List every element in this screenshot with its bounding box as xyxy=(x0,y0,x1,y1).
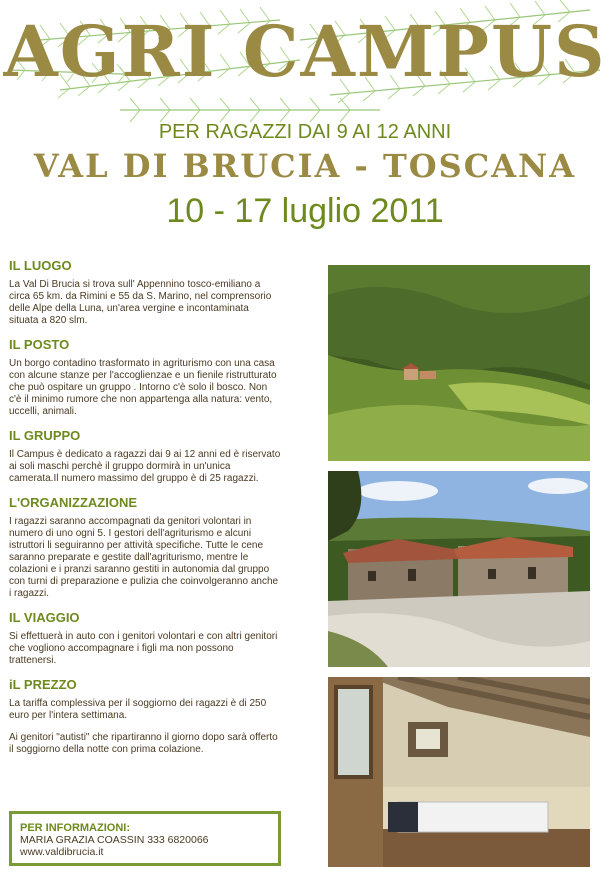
section-text: La Val Di Brucia si trova sull' Appennino tosco-emiliano a circa 65 km. da Rimini e 55 da S. Marino, nel comprensorio delle Alpe della Luna, un'area vergine e incontaminata situata a 820 slm. xyxy=(9,279,272,326)
section-title: iL PREZZO xyxy=(9,677,77,692)
section-gruppo xyxy=(9,428,281,485)
info-title: PER INFORMAZIONI: xyxy=(20,822,130,834)
section-organizzazione xyxy=(9,495,281,600)
dates: 10 - 17 luglio 2011 xyxy=(166,192,444,230)
content-column xyxy=(9,258,281,766)
section-title: L'ORGANIZZAZIONE xyxy=(9,495,138,510)
subtitle: PER RAGAZZI DAI 9 AI 12 ANNI xyxy=(158,121,452,143)
place-title: VAL DI BRUCIA - TOSCANA xyxy=(33,147,577,185)
photo-valley xyxy=(328,265,590,461)
section-luogo xyxy=(9,258,281,327)
section-title: IL LUOGO xyxy=(9,258,72,273)
header xyxy=(0,0,610,250)
section-prezzo xyxy=(9,677,281,756)
info-website-link[interactable]: www.valdibrucia.it xyxy=(20,846,104,858)
section-text-2: Ai genitori "autisti" che ripartiranno il giorno dopo sarà offerto il soggiorno della notte con prima colazione. xyxy=(9,732,278,755)
info-box xyxy=(9,811,281,866)
section-text: Un borgo contadino trasformato in agriturismo con una casa con alcune stanze per l'accoglienzae e un fienile ristrutturato che può ospitare un gruppo . Intorno c'è solo il bosco. Non c'è il minimo rumore che non appartenga alla natura: vento, uccelli, animali. xyxy=(9,358,277,417)
photo-village xyxy=(328,471,590,667)
section-text: La tariffa complessiva per il soggiorno dei ragazzi è di 250 euro per l'intera settimana. xyxy=(9,698,267,721)
main-title: AGRI CAMPUS xyxy=(3,10,607,93)
section-text: Si effettuerà in auto con i genitori volontari e con altri genitori che vogliono accompagnare i figli ma non possono trattenersi. xyxy=(9,631,278,666)
info-contact: MARIA GRAZIA COASSIN 333 6820066 xyxy=(20,834,209,846)
section-title: IL VIAGGIO xyxy=(9,610,80,625)
section-title: IL GRUPPO xyxy=(9,428,81,443)
section-text: I ragazzi saranno accompagnati da genitori volontari in numero di uno ogni 5. I gestori dell'agriturismo e alcuni istruttori li seguiranno per attività specifiche. Tutte le cene saranno preparate e gestite dall'agriturismo, mentre le colazioni e i pranzi saranno gestiti in autonomia dal gruppo con turni di preparazione e pulizia che coinvolgeranno anche i ragazzi. xyxy=(9,516,279,599)
section-text: Il Campus è dedicato a ragazzi dai 9 ai 12 anni ed è riservato ai soli maschi perchè il gruppo dormirà in un'unica camerata.Il numero massimo del gruppo è di 25 ragazzi. xyxy=(9,449,281,484)
photo-dormitory xyxy=(328,677,590,867)
section-posto xyxy=(9,337,281,418)
section-viaggio xyxy=(9,610,281,667)
section-title: IL POSTO xyxy=(9,337,70,352)
